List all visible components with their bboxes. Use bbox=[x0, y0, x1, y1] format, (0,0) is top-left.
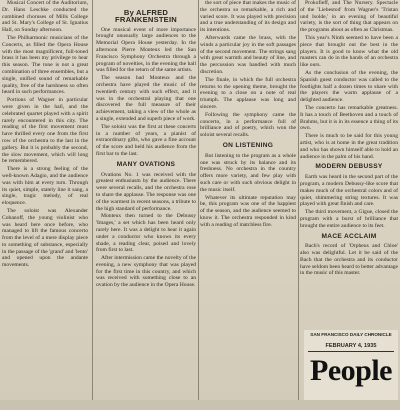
paragraph: The season had Monteux and the orchestra have played the music of the twentieth century with such effect, and it was in the orchestral playing that one discovered the full measure of their achievement, taking a view of the whole as a single, extended and superb piece of work. bbox=[96, 75, 196, 122]
section-subhead: MACE ACCLAIM bbox=[321, 232, 377, 240]
paragraph: Monteux then turned to the Debussy 'Images,' a set which has been heard only rarely here. It was a delight to hear it again under a conductor who knows its every shade, a reading clear, poised and lovely from first to last. bbox=[96, 213, 196, 254]
column-rule bbox=[298, 0, 299, 400]
paragraph: There is much to be said for this young artist, who is at home in the great tradition and who has shown himself able to hold an audience in the palm of his hand. bbox=[300, 133, 398, 160]
paragraph: Bach's record of 'Orpheus and Chloe' also was delightful. Let it be said of the Bach that the orchestra and its conductor have seldom been heard to better advantage in the music of this master. bbox=[300, 243, 398, 277]
paragraph: Following the symphony came the concerto, in a performance full of brilliance and of poetry, which won the soloist several recalls. bbox=[200, 111, 296, 139]
paragraph: This year's Ninth seemed to have been a piece that brought out the best in the players. It is good to know what the old masters can do in the hands of an orchestra like ours. bbox=[300, 34, 398, 69]
section-title: People bbox=[310, 354, 392, 387]
paragraph: the sort of piece that makes the music of the orchestra so remarkable, a rich and varied score. It was played with precision and a true understanding of its design and its intentions. bbox=[200, 0, 296, 34]
paragraph: Afterwards came the brass, with the winds a particular joy in the soft passages of the second movement. The strings sang with great warmth and beauty of line, and the percussion was handled with much discretion. bbox=[200, 34, 296, 75]
section-masthead bbox=[304, 330, 398, 400]
paragraph: The soloist was Alexander Cobanoff, the young violinist who was heard here once before, who managed to lift the famous concerto from the level of a mere display piece to something of substance, especially in the passage of the 'grand' and 'lento' and opened upon the andante movements. bbox=[2, 207, 88, 269]
column-rule bbox=[92, 0, 93, 400]
paragraph: The concerto has remarkable greatness. It has a touch of Beethoven and a touch of Brahms, but it is in its essence a thing of its own. bbox=[300, 104, 398, 132]
column-1 bbox=[2, 0, 88, 400]
paragraph: Whatever its ultimate reputation may be, this program was one of the happiest of the season, and the audience seemed to know it. The orchestra responded in kind with a reading of matchless fire. bbox=[200, 194, 296, 228]
paragraph: After intermission came the novelty of the evening, a new symphony that was played for the first time in this country, and which was received with something close to an ovation by the audience in the Opera House. bbox=[96, 255, 196, 289]
paragraph: Ovations No. 1 was received with the greatest enthusiasm by the audience. There were several recalls, and the orchestra rose to share the applause. The response was one of the warmest in recent seasons, a tribute to the high standard of performance. bbox=[96, 171, 196, 212]
paragraph: The soloist was the first at these concerts in a number of years, a pianist of extraordinary gifts, who gave a fine account of the score and held his audience from the first bar to the last. bbox=[96, 123, 196, 157]
masthead-rule bbox=[308, 351, 394, 352]
section-subhead: MODERN DEBUSSY bbox=[315, 163, 383, 171]
paragraph: As the conclusion of the evening, the Spanish guest conductor was called to the footlights half a dozen times to share with the players the warm applause of a delighted audience. bbox=[300, 69, 398, 104]
paragraph: The Philharmonic musicians of the Concerts, as filled the Opera House with the most magnificent, full-toned brass it has been my privilege to hear this season. The tone is not a great combination of three ensembles, but a single, unified sound of remarkable quality, free of the harshness so often heard in such performances. bbox=[2, 34, 88, 96]
article-byline: By ALFRED FRANKENSTEIN bbox=[115, 10, 177, 24]
paragraph: Prokofieff, and The Nursery. Spectacle of the 'Liebestod' from Wagner's 'Tristan und Isolde,' in an evening of beautiful variety, is the sort of thing that appears on the programs about as often as Christmas. bbox=[300, 0, 398, 34]
paragraph: But listening to the program as a whole one was struck by its balance and its freshness. No orchestra in the country offers more variety, and few play with such care or with such obvious delight in the music itself. bbox=[200, 152, 296, 193]
paragraph: The third movement, a Gigue, closed the program with a burst of brilliance that brought the entire audience to its feet. bbox=[300, 209, 398, 229]
section-subhead: MANY OVATIONS bbox=[116, 160, 176, 168]
masthead-date: FEBRUARY 4, 1935 bbox=[325, 343, 377, 349]
column-rule bbox=[198, 0, 199, 400]
section-subhead: ON LISTENING bbox=[222, 141, 274, 149]
column-3 bbox=[200, 0, 296, 400]
paragraph: One musical event of more importance brought unusually large audiences to the Memorial Opera House yesterday. In the afternoon Pierre Monteux led the San Francisco Symphony Orchestra through a program of novelties, in the evening the hall was filled for the return of the same artists. bbox=[96, 26, 196, 74]
column-2 bbox=[96, 10, 196, 410]
paragraph: Portions of Wagner in particular were given in the hall, and the celebrated quartet played with a spirit rarely encountered in this city. The reading of the first movement must have thrilled every one from the first row of the orchestra to the last in the gallery. But it is probably the second, the slow movement, which will long be remembered. bbox=[2, 97, 88, 165]
paragraph: Earth was heard in the second part of the program, a modern Debussy-like score that makes much of the orchestral colors and of quiet, shimmering string textures. It was played with great finish and care. bbox=[300, 174, 398, 208]
paragraph: The finale, in which the full orchestra returns to the opening theme, brought the evening to a close on a note of real triumph. The applause was long and sincere. bbox=[200, 76, 296, 110]
paragraph: Musical Concert of the Auditorium, Dr. Hans Leschke conducted the combined choruses of Mills College and St. Mary's College of St. Ignatius Hall, on Sunday afternoon. bbox=[2, 0, 88, 34]
masthead-paper-name: SAN FRANCISCO DAILY CHRONICLE bbox=[310, 332, 392, 337]
paragraph: There is a strong feeling of the well-known Adagio, and the audience was with him at every turn. Through its quiet, simple, stately line it sang, a single, tragic melody, of real eloquence. bbox=[2, 166, 88, 207]
